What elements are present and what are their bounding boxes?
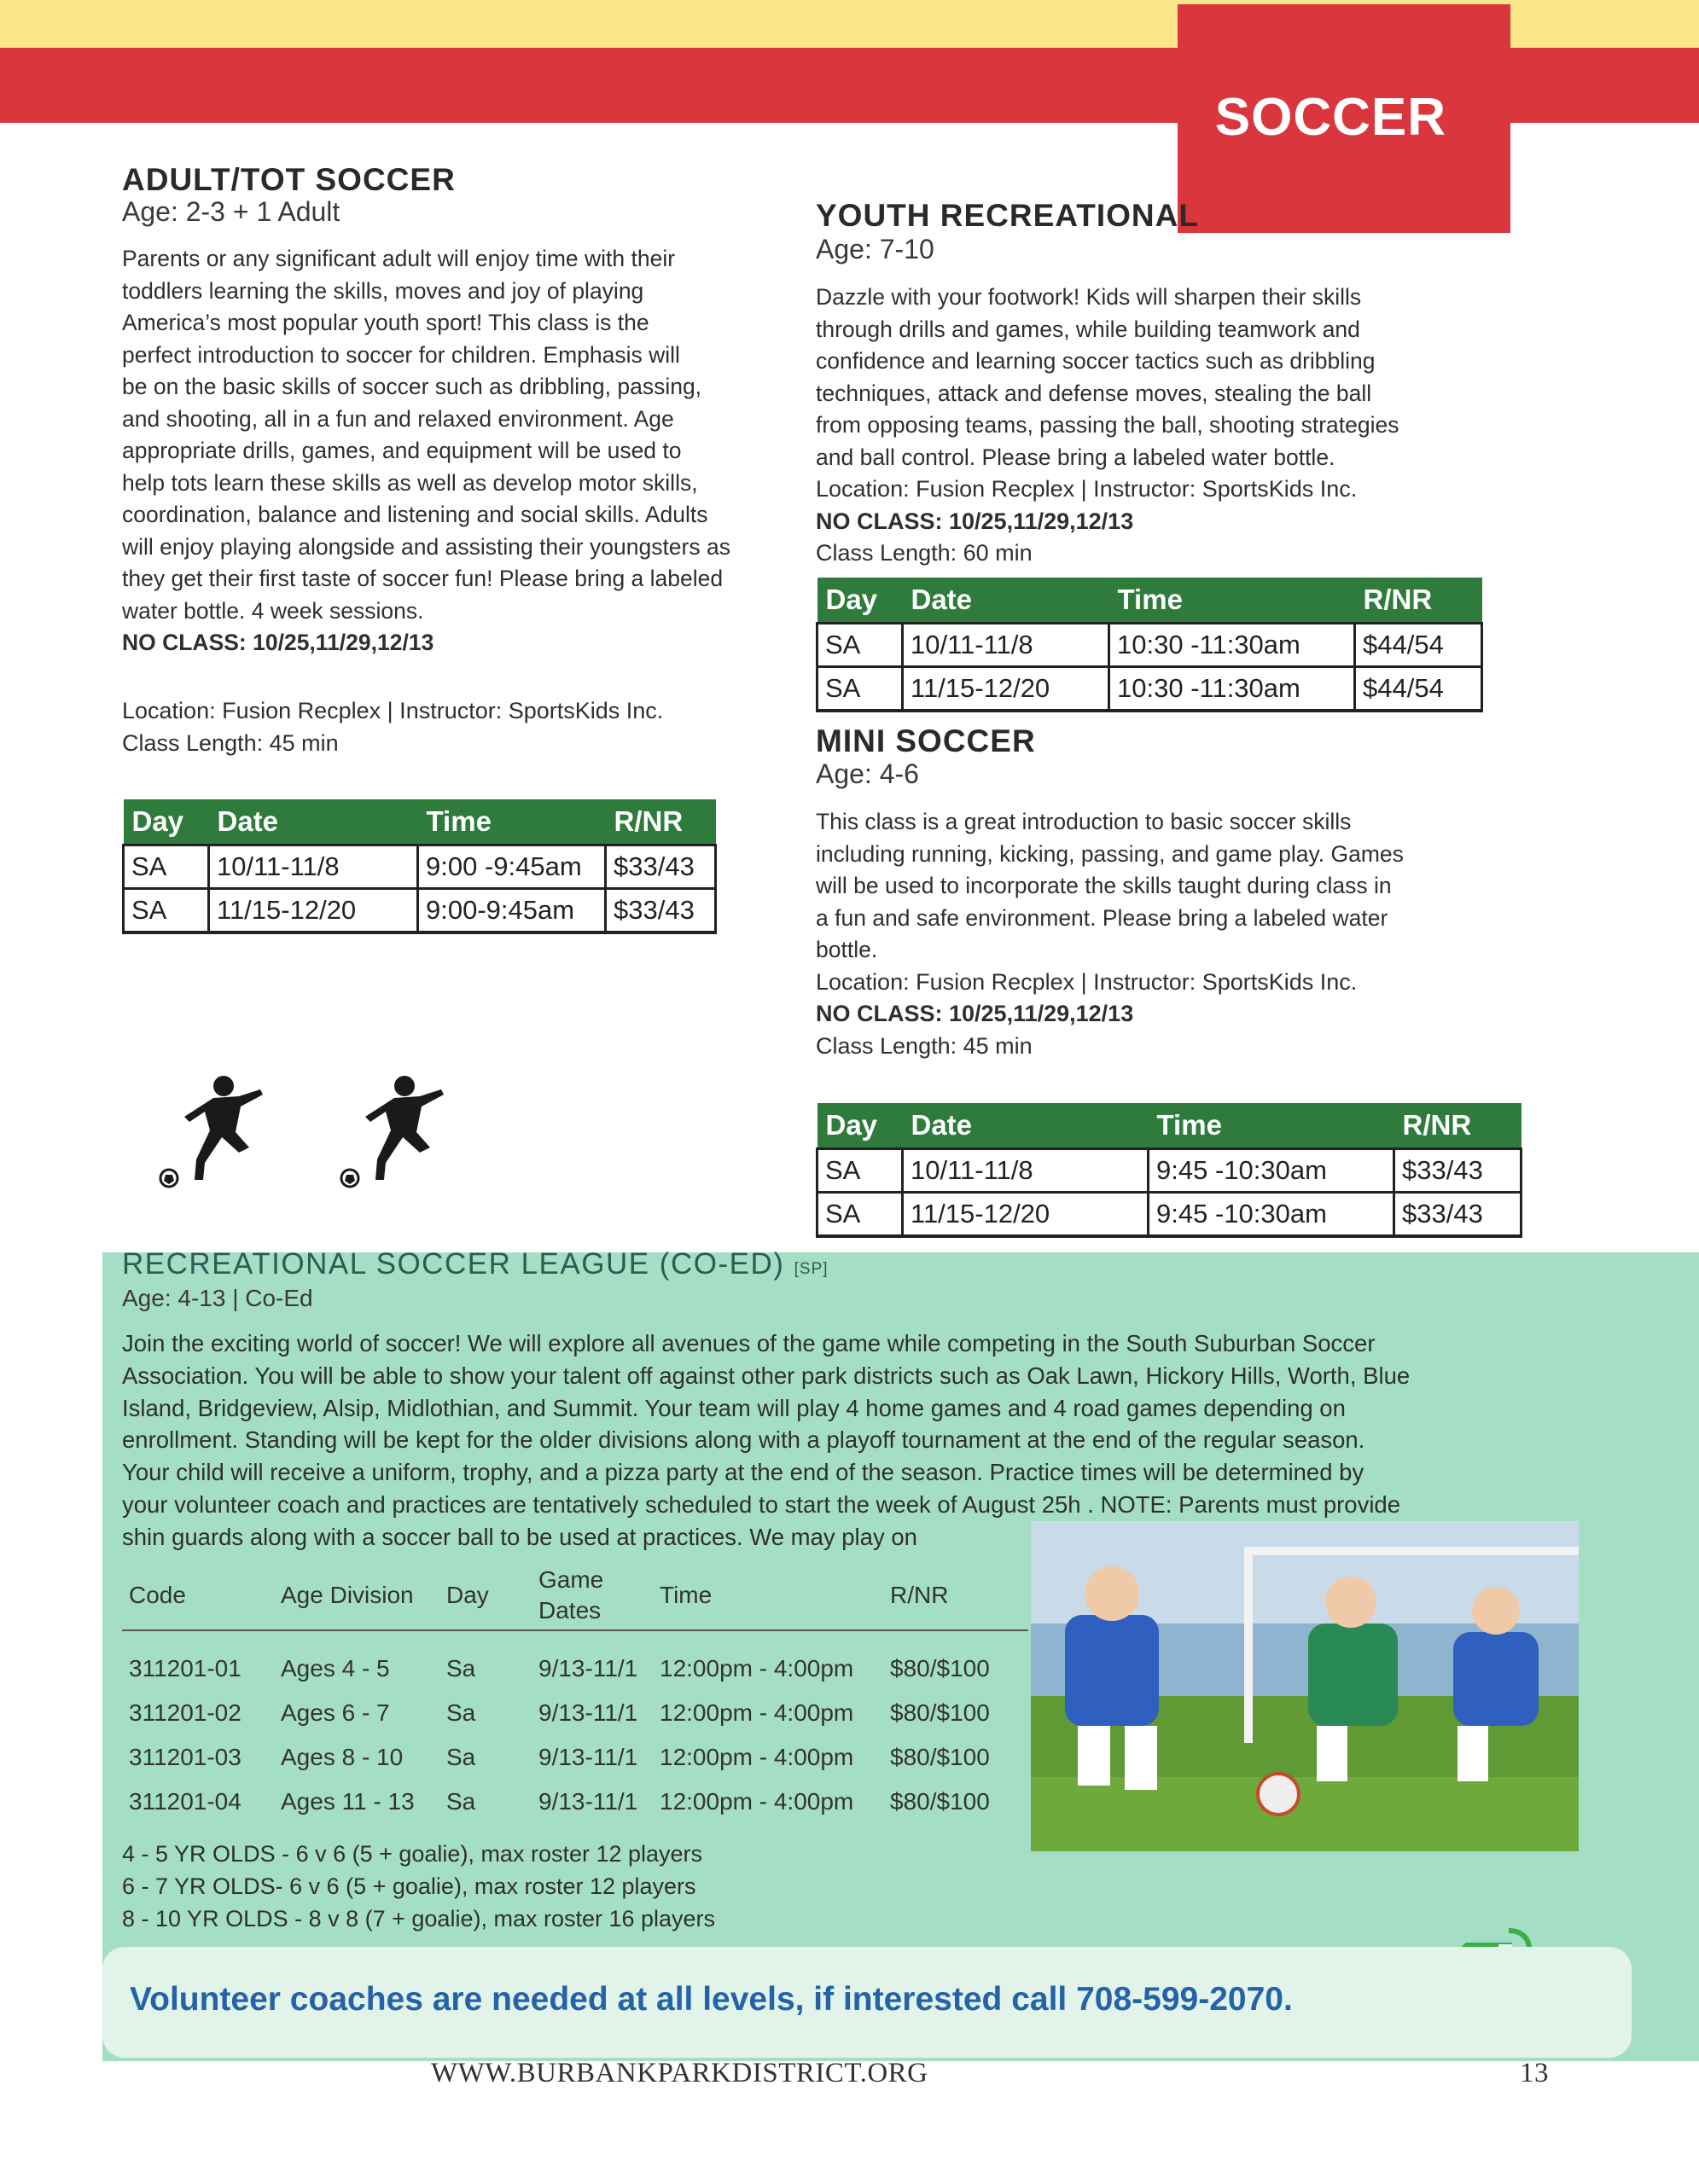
table-cell: $33/43 xyxy=(606,845,716,889)
adult-tot-schedule-table xyxy=(122,799,717,934)
no-class-note: NO CLASS: 10/25,11/29,12/13 xyxy=(816,1001,1134,1026)
mini-age: Age: 4-6 xyxy=(816,758,919,789)
column-header: R/NR xyxy=(883,1561,1028,1630)
adult-tot-description xyxy=(122,243,730,659)
table-cell: $33/43 xyxy=(1394,1149,1522,1193)
column-header: Day xyxy=(817,1103,903,1149)
table-cell: SA xyxy=(124,845,209,889)
table-cell: $33/43 xyxy=(1394,1193,1522,1237)
text-line: confidence and learning soccer tactics such as dribbling xyxy=(816,348,1376,374)
text-line: they get their first taste of soccer fun! Please bring a labeled xyxy=(122,566,724,591)
text-line: help tots learn these skills as well as develop motor skills, xyxy=(122,469,698,496)
table-row xyxy=(124,889,716,933)
table-row xyxy=(122,1630,1028,1647)
table-cell: $44/54 xyxy=(1355,667,1482,712)
table-cell: Ages 6 - 7 xyxy=(281,1699,390,1726)
youth-schedule-table xyxy=(816,578,1483,712)
text-line: will enjoy playing alongside and assisting their youngsters as xyxy=(122,533,730,560)
column-header: Date xyxy=(209,799,418,845)
table-cell: 9:45 -10:30am xyxy=(1149,1193,1394,1237)
volunteer-banner xyxy=(102,1947,1632,2058)
table-row xyxy=(122,1780,1028,1824)
table-cell: 311201-02 xyxy=(129,1699,241,1726)
table-cell: 11/15-12/20 xyxy=(903,667,1109,712)
table-cell: Ages 11 - 13 xyxy=(281,1788,415,1815)
table-cell: SA xyxy=(124,889,209,933)
text-line: perfect introduction to soccer for children. Emphasis will xyxy=(122,341,680,368)
text-line: a fun and safe environment. Please bring a labeled water xyxy=(816,904,1388,931)
mini-location: Location: Fusion Recplex | Instructor: SportsKids Inc. xyxy=(816,968,1358,995)
table-row xyxy=(817,624,1482,667)
table-row xyxy=(817,1149,1522,1193)
table-cell: 311201-04 xyxy=(129,1788,241,1815)
table-cell: 9:00 -9:45am xyxy=(418,845,606,889)
table-cell: 11/15-12/20 xyxy=(209,889,418,933)
text-line: Your child will receive a uniform, trophy, and a pizza party at the end of the season. Practice times will be determined by xyxy=(122,1459,1364,1486)
league-table xyxy=(122,1561,1028,1824)
mini-title: MINI SOCCER xyxy=(816,723,1036,758)
column-header: Day xyxy=(817,578,903,624)
column-header: Time xyxy=(418,799,606,845)
text-line: and shooting, all in a fun and relaxed environment. Age xyxy=(122,405,674,432)
youth-length: Class Length: 60 min xyxy=(816,540,1033,566)
table-cell: Sa xyxy=(446,1655,476,1682)
table-row xyxy=(124,845,716,889)
text-line: Dazzle with your footwork! Kids will sharpen their skills xyxy=(816,284,1362,310)
table-cell: $80/$100 xyxy=(890,1655,990,1682)
table-cell: 10:30 -11:30am xyxy=(1109,667,1355,712)
text-line: techniques, attack and defense moves, stealing the ball xyxy=(816,380,1372,406)
table-row xyxy=(817,1193,1522,1237)
table-cell: 9:00-9:45am xyxy=(418,889,606,933)
soccer-player-icon xyxy=(154,1071,290,1194)
footer-url: WWW.BURBANKPARKDISTRICT.ORG xyxy=(431,2058,928,2088)
column-header: R/NR xyxy=(1394,1103,1522,1149)
mini-length: Class Length: 45 min xyxy=(816,1032,1033,1059)
league-notes xyxy=(122,1838,715,1935)
table-cell: 9/13-11/1 xyxy=(538,1699,638,1726)
column-header: R/NR xyxy=(1355,578,1482,624)
table-cell: $33/43 xyxy=(606,889,716,933)
text-line: through drills and games, while building teamwork and xyxy=(816,316,1360,342)
league-title xyxy=(122,1247,829,1281)
table-cell: 12:00pm - 4:00pm xyxy=(660,1655,854,1682)
table-cell: 12:00pm - 4:00pm xyxy=(660,1744,854,1770)
table-cell: 10/11-11/8 xyxy=(903,1149,1149,1193)
no-class-note: NO CLASS: 10/25,11/29,12/13 xyxy=(122,630,434,655)
table-cell: 10:30 -11:30am xyxy=(1109,624,1355,667)
table-cell: $80/$100 xyxy=(890,1699,990,1726)
table-cell: SA xyxy=(817,624,903,667)
table-cell: 12:00pm - 4:00pm xyxy=(660,1699,854,1726)
table-cell: Ages 8 - 10 xyxy=(281,1744,404,1770)
table-cell: Sa xyxy=(446,1744,476,1770)
text-line: be on the basic skills of soccer such as dribbling, passing, xyxy=(122,374,702,399)
adult-tot-age: Age: 2-3 + 1 Adult xyxy=(122,196,340,227)
table-row xyxy=(122,1735,1028,1780)
table-cell: Sa xyxy=(446,1699,476,1726)
section-title: SOCCER xyxy=(1214,88,1446,147)
adult-tot-location: Location: Fusion Recplex | Instructor: SportsKids Inc. xyxy=(122,698,664,723)
text-line: Join the exciting world of soccer! We will explore all avenues of the game while competing in the South Suburban Soccer xyxy=(122,1330,1376,1356)
column-header: Game Dates xyxy=(532,1561,653,1630)
adult-tot-length: Class Length: 45 min xyxy=(122,730,339,756)
table-cell: SA xyxy=(817,1193,903,1237)
adult-tot-title: ADULT/TOT SOCCER xyxy=(122,162,456,197)
table-cell: 9/13-11/1 xyxy=(538,1788,638,1815)
text-line: America’s most popular youth sport! This class is the xyxy=(122,310,649,335)
league-age: Age: 4-13 | Co-Ed xyxy=(122,1285,313,1311)
note-line: 6 - 7 YR OLDS- 6 v 6 (5 + goalie), max roster 12 players xyxy=(122,1873,696,1899)
table-cell: 11/15-12/20 xyxy=(903,1193,1149,1237)
youth-description xyxy=(816,282,1399,570)
table-cell: 9/13-11/1 xyxy=(538,1655,638,1682)
column-header: Time xyxy=(1149,1103,1394,1149)
table-header-row xyxy=(817,578,1482,624)
column-header: Code xyxy=(122,1561,274,1630)
no-class-note: NO CLASS: 10/25,11/29,12/13 xyxy=(816,508,1134,534)
table-cell: 10/11-11/8 xyxy=(209,845,418,889)
text-line: Association. You will be able to show your talent off against other park districts such as Oak Lawn, Hickory Hills, Worth, Blue xyxy=(122,1362,1411,1389)
text-line: Island, Bridgeview, Alsip, Midlothian, and Summit. Your team will play 4 home games and 4 road games depending on xyxy=(122,1394,1346,1421)
page-number: 13 xyxy=(1520,2058,1549,2088)
text-line: bottle. xyxy=(816,937,878,962)
table-cell: $80/$100 xyxy=(890,1788,990,1815)
league-title-text: RECREATIONAL SOCCER LEAGUE (CO-ED) xyxy=(122,1247,785,1281)
kids-playing-soccer-photo xyxy=(1031,1521,1579,1851)
section-tab xyxy=(1178,4,1510,233)
text-line: shin guards along with a soccer ball to be used at practices. We may play on xyxy=(122,1523,917,1550)
table-cell: $44/54 xyxy=(1355,624,1482,667)
table-cell: 12:00pm - 4:00pm xyxy=(660,1788,854,1815)
column-header: Date xyxy=(903,578,1109,624)
text-line: toddlers learning the skills, moves and joy of playing xyxy=(122,277,644,304)
table-header-row xyxy=(124,799,716,845)
text-line: your volunteer coach and practices are tentatively scheduled to start the week of August 25h . NOTE: Parents must provide xyxy=(122,1490,1401,1518)
text-line: from opposing teams, passing the ball, shooting strategies xyxy=(816,412,1399,438)
text-line: water bottle. 4 week sessions. xyxy=(122,597,424,624)
table-row xyxy=(122,1691,1028,1735)
table-cell: 311201-01 xyxy=(129,1655,241,1682)
note-line: 4 - 5 YR OLDS - 6 v 6 (5 + goalie), max roster 12 players xyxy=(122,1841,703,1867)
table-cell: $80/$100 xyxy=(890,1744,990,1770)
column-header: Date xyxy=(903,1103,1149,1149)
table-header-row xyxy=(817,1103,1522,1149)
youth-location: Location: Fusion Recplex | Instructor: SportsKids Inc. xyxy=(816,476,1358,502)
table-row xyxy=(122,1647,1028,1691)
table-cell: 9:45 -10:30am xyxy=(1149,1149,1394,1193)
note-line: 8 - 10 YR OLDS - 8 v 8 (7 + goalie), max roster 16 players xyxy=(122,1905,716,1931)
column-header: Age Division xyxy=(274,1561,439,1630)
text-line: appropriate drills, games, and equipment will be used to xyxy=(122,438,682,463)
column-header: R/NR xyxy=(606,799,716,845)
youth-title: YOUTH RECREATIONAL xyxy=(816,198,1199,233)
soccer-player-icon xyxy=(335,1071,471,1194)
table-header-row xyxy=(122,1561,1028,1630)
table-cell: 9/13-11/1 xyxy=(538,1744,638,1770)
column-header: Time xyxy=(653,1561,883,1630)
text-line: including running, kicking, passing, and game play. Games xyxy=(816,840,1404,867)
table-cell: 311201-03 xyxy=(129,1744,241,1770)
text-line: coordination, balance and listening and social skills. Adults xyxy=(122,502,708,527)
mini-description xyxy=(816,806,1404,1062)
text-line: and ball control. Please bring a labeled water bottle. xyxy=(816,444,1335,470)
text-line: will be used to incorporate the skills taught during class in xyxy=(816,873,1392,898)
volunteer-banner-text: Volunteer coaches are needed at all levels, if interested call 708-599-2070. xyxy=(130,1981,1293,2018)
mini-schedule-table xyxy=(816,1103,1522,1238)
text-line: Parents or any significant adult will enjoy time with their xyxy=(122,246,676,271)
league-tag: [SP] xyxy=(794,1260,829,1278)
column-header: Day xyxy=(439,1561,532,1630)
table-cell: 10/11-11/8 xyxy=(903,624,1109,667)
text-line: enrollment. Standing will be kept for the older divisions along with a playoff tournament at the end of the regular season. xyxy=(122,1426,1365,1454)
table-cell: SA xyxy=(817,667,903,712)
league-description xyxy=(122,1327,1410,1554)
table-cell: Sa xyxy=(446,1788,476,1815)
text-line: This class is a great introduction to basic soccer skills xyxy=(816,809,1352,834)
column-header: Day xyxy=(124,799,209,845)
table-cell: Ages 4 - 5 xyxy=(281,1655,390,1682)
table-row xyxy=(817,667,1482,712)
column-header: Time xyxy=(1109,578,1355,624)
youth-age: Age: 7-10 xyxy=(816,234,934,264)
table-cell: SA xyxy=(817,1149,903,1193)
